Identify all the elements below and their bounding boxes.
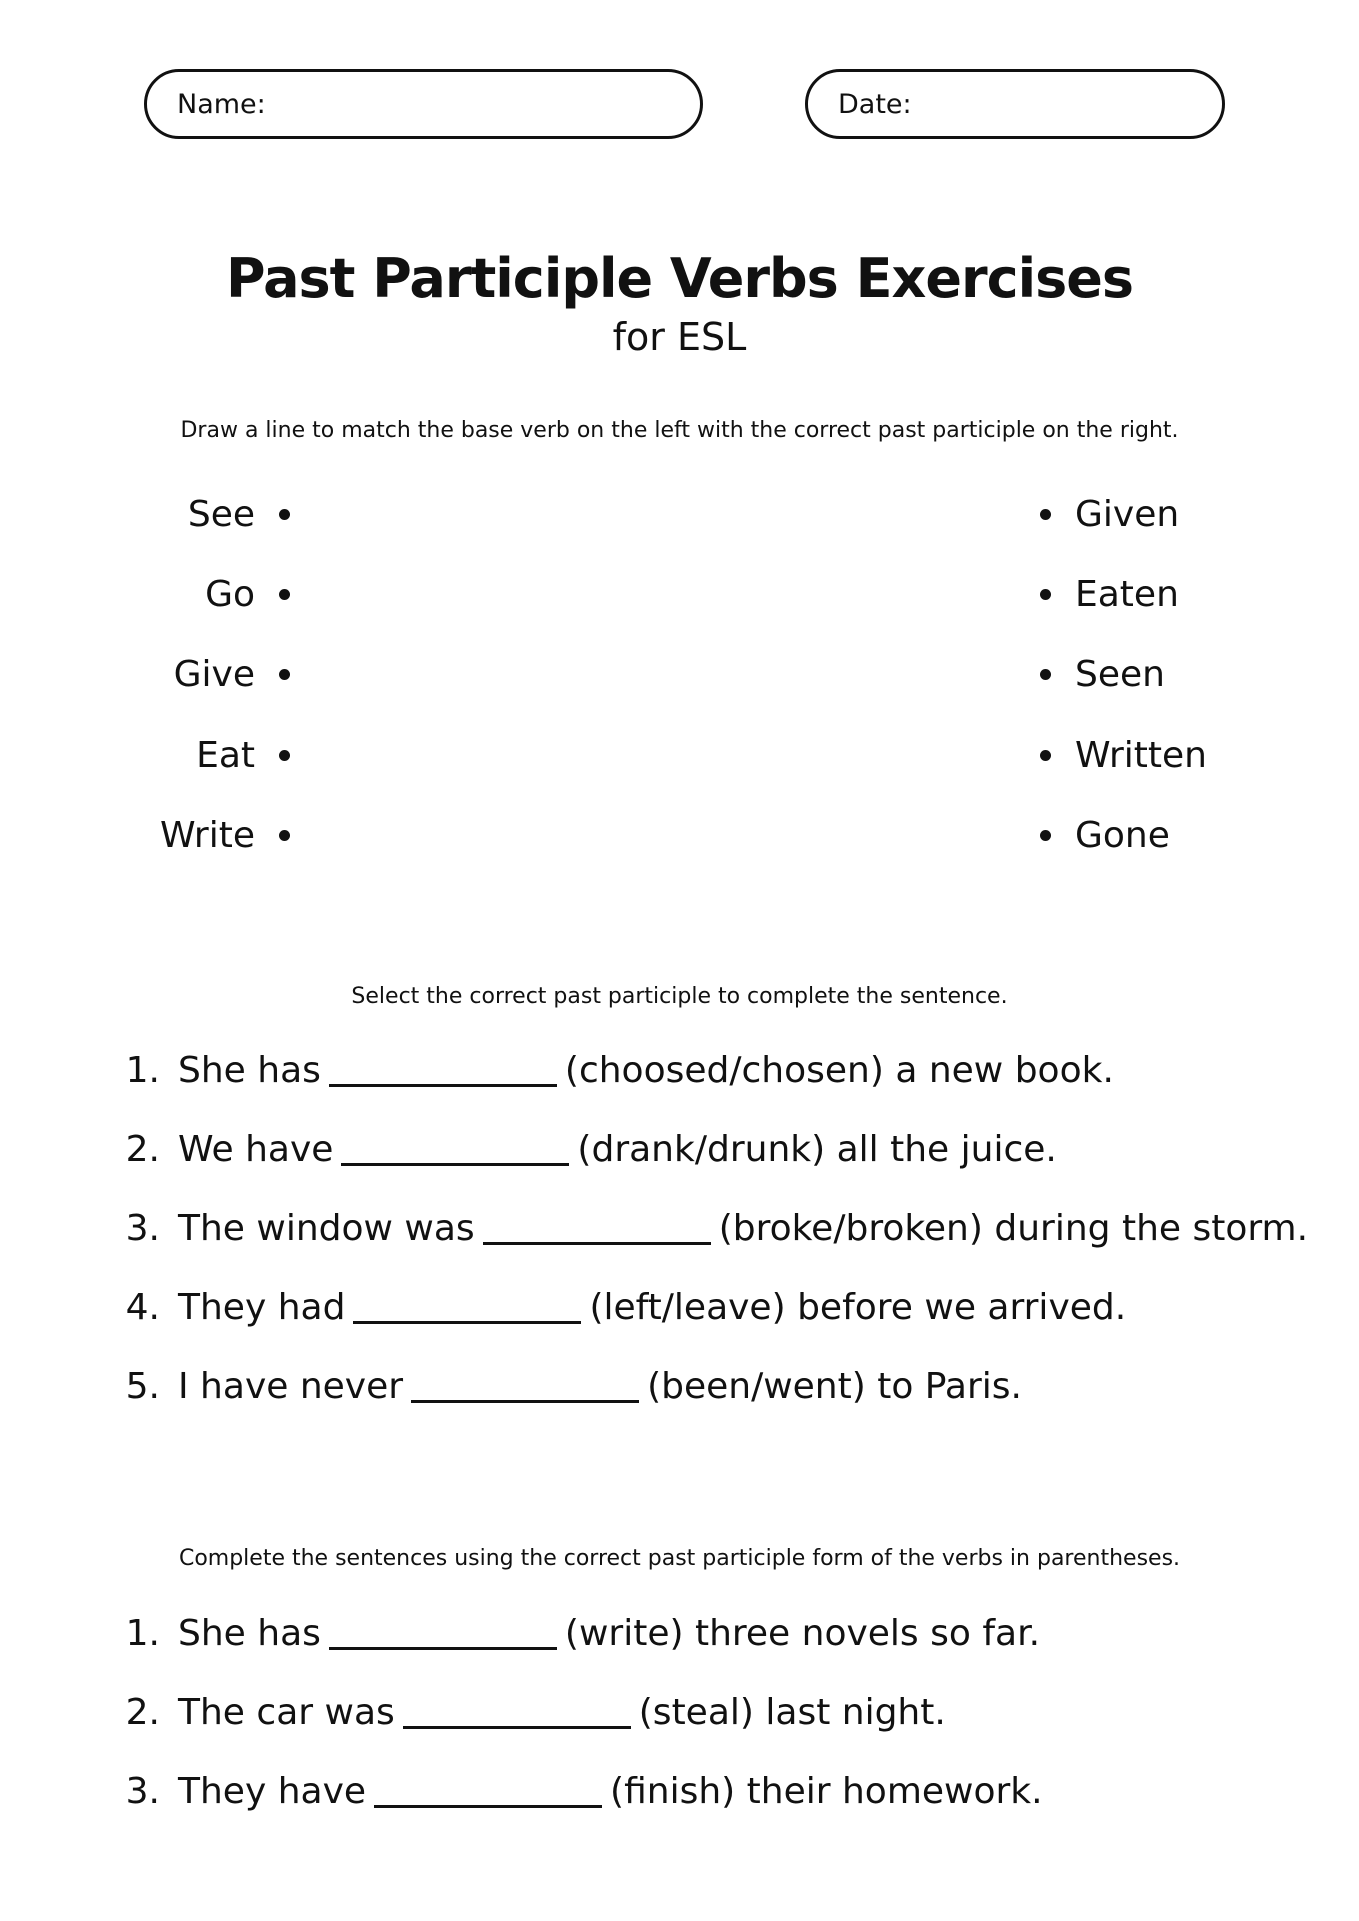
past-participle-label: Seen <box>1075 653 1165 695</box>
question-item <box>120 1767 1043 1815</box>
match-dot-icon[interactable] <box>1040 589 1051 600</box>
date-label: Date: <box>838 88 912 120</box>
past-participle-item[interactable] <box>1040 572 1270 616</box>
question-text-before: They have <box>178 1770 367 1812</box>
match-dot-icon[interactable] <box>1040 830 1051 841</box>
match-dot-icon[interactable] <box>1040 509 1051 520</box>
answer-blank[interactable] <box>341 1133 569 1166</box>
question-item <box>120 1125 1057 1173</box>
question-text-after: (broke/broken) during the storm. <box>718 1207 1309 1249</box>
name-label: Name: <box>177 88 266 120</box>
answer-blank[interactable] <box>483 1212 711 1245</box>
question-number: 5. <box>125 1365 160 1407</box>
question-text-after: (left/leave) before we arrived. <box>589 1286 1127 1328</box>
question-item <box>120 1283 1126 1331</box>
question-number: 1. <box>125 1049 160 1091</box>
question-text-before: I have never <box>178 1365 404 1407</box>
base-verb-item[interactable] <box>120 492 290 536</box>
question-item <box>120 1688 946 1736</box>
worksheet-title: Past Participle Verbs Exercises <box>225 247 1134 310</box>
worksheet-subtitle: for ESL <box>612 315 747 359</box>
past-participle-item[interactable] <box>1040 492 1270 536</box>
select-instruction: Select the correct past participle to complete the sentence. <box>351 984 1008 1009</box>
past-participle-label: Given <box>1075 493 1180 535</box>
match-dot-icon[interactable] <box>1040 750 1051 761</box>
complete-instruction: Complete the sentences using the correct past participle form of the verbs in parentheses. <box>178 1546 1181 1571</box>
match-dot-icon[interactable] <box>279 750 290 761</box>
base-verb-label: Eat <box>196 734 255 776</box>
question-text-after: (write) three novels so far. <box>564 1612 1041 1654</box>
answer-blank[interactable] <box>329 1617 557 1650</box>
question-text-after: (choosed/chosen) a new book. <box>564 1049 1114 1091</box>
question-text-before: She has <box>178 1049 321 1091</box>
question-number: 1. <box>125 1612 160 1654</box>
past-participle-label: Written <box>1075 734 1207 776</box>
answer-blank[interactable] <box>411 1370 639 1403</box>
base-verb-label: Go <box>205 573 255 615</box>
answer-blank[interactable] <box>403 1696 631 1729</box>
question-number: 3. <box>125 1770 160 1812</box>
past-participle-item[interactable] <box>1040 652 1270 696</box>
base-verb-item[interactable] <box>120 733 290 777</box>
match-dot-icon[interactable] <box>279 830 290 841</box>
question-text-before: We have <box>178 1128 334 1170</box>
question-number: 2. <box>125 1128 160 1170</box>
base-verb-item[interactable] <box>120 572 290 616</box>
matching-instruction: Draw a line to match the base verb on the left with the correct past participle on the right. <box>180 418 1179 443</box>
name-field[interactable] <box>144 69 703 139</box>
past-participle-item[interactable] <box>1040 733 1270 777</box>
base-verb-item[interactable] <box>120 813 290 857</box>
answer-blank[interactable] <box>329 1054 557 1087</box>
base-verb-label: See <box>187 493 255 535</box>
match-dot-icon[interactable] <box>279 509 290 520</box>
past-participle-item[interactable] <box>1040 813 1270 857</box>
past-participle-label: Eaten <box>1075 573 1179 615</box>
past-participle-label: Gone <box>1075 814 1170 856</box>
question-number: 3. <box>125 1207 160 1249</box>
question-item <box>120 1046 1114 1094</box>
question-text-after: (steal) last night. <box>638 1691 946 1733</box>
question-text-after: (drank/drunk) all the juice. <box>577 1128 1057 1170</box>
question-item <box>120 1362 1022 1410</box>
date-field[interactable] <box>805 69 1225 139</box>
match-dot-icon[interactable] <box>279 669 290 680</box>
question-item <box>120 1609 1040 1657</box>
answer-blank[interactable] <box>374 1775 602 1808</box>
match-dot-icon[interactable] <box>1040 669 1051 680</box>
question-text-before: The window was <box>178 1207 475 1249</box>
question-text-after: (been/went) to Paris. <box>647 1365 1022 1407</box>
question-text-before: They had <box>178 1286 346 1328</box>
base-verb-item[interactable] <box>120 652 290 696</box>
base-verb-label: Write <box>159 814 255 856</box>
question-number: 2. <box>125 1691 160 1733</box>
question-number: 4. <box>125 1286 160 1328</box>
answer-blank[interactable] <box>353 1291 581 1324</box>
question-text-before: She has <box>178 1612 321 1654</box>
question-item <box>120 1204 1308 1252</box>
base-verb-label: Give <box>173 653 255 695</box>
question-text-before: The car was <box>178 1691 395 1733</box>
question-text-after: (finish) their homework. <box>610 1770 1043 1812</box>
match-dot-icon[interactable] <box>279 589 290 600</box>
